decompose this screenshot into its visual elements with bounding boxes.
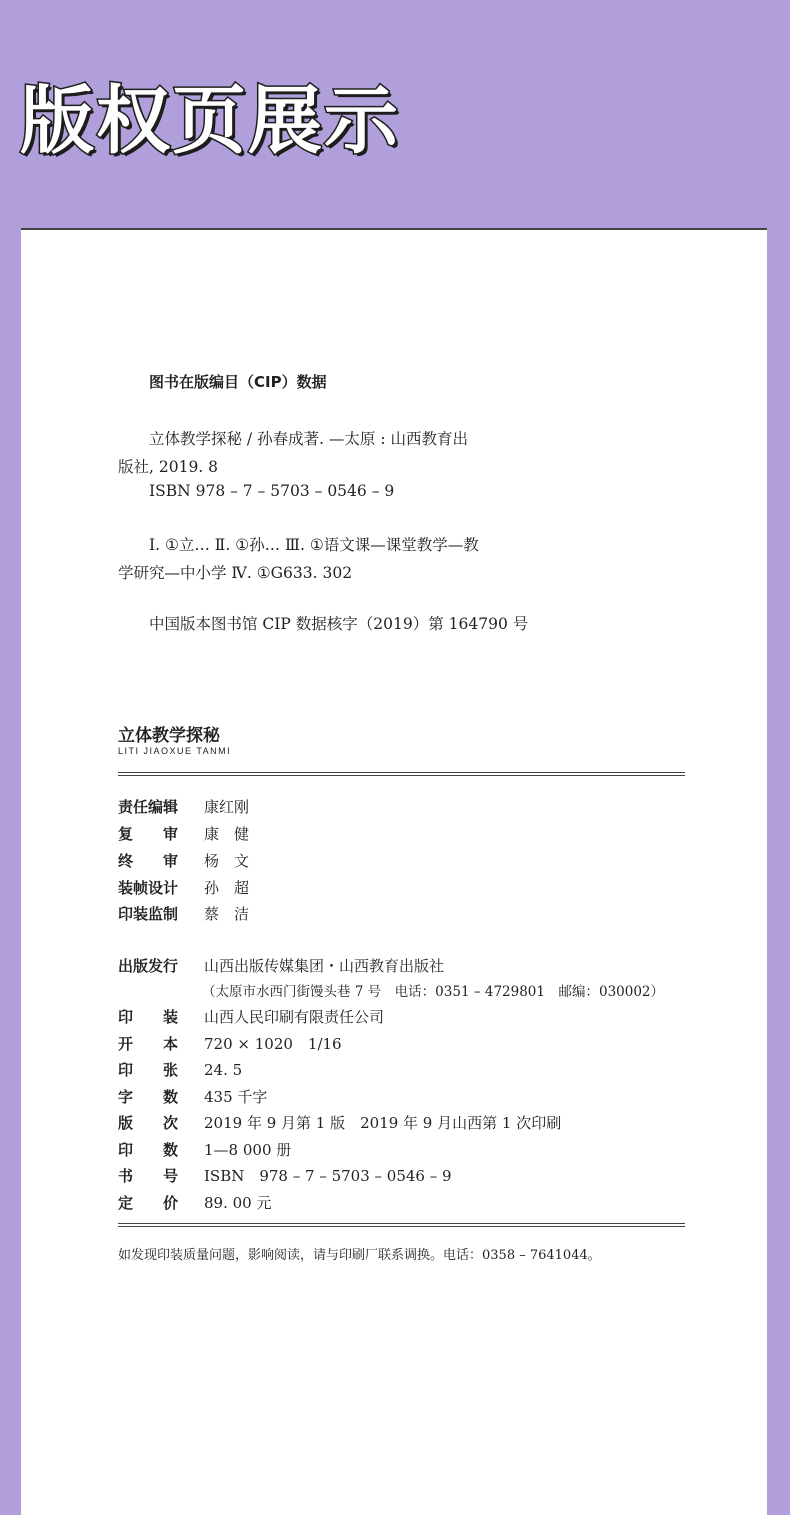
- cip-isbn: ISBN 978 – 7 – 5703 – 0546 – 9: [149, 482, 395, 500]
- credit-label: 责任编辑: [118, 798, 179, 816]
- credit-label: 印装监制: [118, 905, 179, 923]
- spec-value: 720 × 1020 1/16: [204, 1035, 342, 1053]
- publisher-address: （太原市水西门街馒头巷 7 号 电话：0351 – 4729801 邮编：030002）: [202, 984, 665, 1000]
- divider-bottom: [118, 1223, 685, 1227]
- credit-row: [118, 850, 249, 871]
- spec-value: 89. 00 元: [204, 1194, 272, 1212]
- cip-classification-2: 学研究—中小学 Ⅳ. ①G633. 302: [118, 564, 353, 582]
- spec-value: 435 千字: [204, 1088, 268, 1106]
- spec-label: 印 张: [118, 1061, 179, 1079]
- cip-heading: 图书在版编目（CIP）数据: [149, 373, 327, 391]
- book-title: 立体教学探秘: [118, 726, 220, 746]
- spec-value: ISBN 978 – 7 – 5703 – 0546 – 9: [204, 1167, 452, 1185]
- spec-label: 印 数: [118, 1141, 179, 1159]
- spec-row: [118, 1165, 452, 1186]
- credit-row: [118, 877, 249, 898]
- spec-row: [118, 1112, 561, 1133]
- cip-classification-1: Ⅰ. ①立… Ⅱ. ①孙… Ⅲ. ①语文课—课堂教学—教: [149, 536, 479, 554]
- footer-note: 如发现印装质量问题，影响阅读，请与印刷厂联系调换。电话：0358 – 7641044。: [118, 1248, 601, 1263]
- spec-label: 印 装: [118, 1008, 179, 1026]
- book-title-pinyin: LITI JIAOXUE TANMI: [118, 746, 232, 756]
- spec-value: 2019 年 9 月第 1 版 2019 年 9 月山西第 1 次印刷: [204, 1114, 562, 1132]
- cip-line-1: 立体教学探秘 / 孙春成著. —太原 : 山西教育出: [149, 430, 469, 448]
- credit-label: 终 审: [118, 852, 179, 870]
- publisher-row: [118, 955, 444, 976]
- spec-label: 字 数: [118, 1088, 179, 1106]
- credit-value: 杨 文: [204, 852, 250, 870]
- spec-label: 定 价: [118, 1194, 179, 1212]
- cip-line-2: 版社, 2019. 8: [118, 458, 219, 476]
- credit-label: 装帧设计: [118, 879, 179, 897]
- credit-value: 孙 超: [204, 879, 250, 897]
- spec-value: 山西人民印刷有限责任公司: [204, 1008, 385, 1026]
- copyright-page: [21, 228, 767, 1515]
- publisher-label: 出版发行: [118, 957, 179, 975]
- credit-row: [118, 903, 249, 924]
- spec-value: 1—8 000 册: [204, 1141, 292, 1159]
- spec-row: [118, 1033, 342, 1054]
- banner-title: 版权页展示: [20, 78, 400, 164]
- spec-row: [118, 1086, 267, 1107]
- credit-value: 康 健: [204, 825, 250, 843]
- cip-number: 中国版本图书馆 CIP 数据核字（2019）第 164790 号: [149, 615, 529, 633]
- credit-value: 康红刚: [204, 798, 250, 816]
- divider-top: [118, 772, 685, 776]
- publisher-value: 山西出版传媒集团・山西教育出版社: [204, 957, 445, 975]
- credit-row: [118, 796, 249, 817]
- spec-label: 开 本: [118, 1035, 179, 1053]
- spec-row: [118, 1139, 291, 1160]
- credit-label: 复 审: [118, 825, 179, 843]
- spec-row: [118, 1192, 271, 1213]
- spec-row: [118, 1006, 384, 1027]
- spec-row: [118, 1059, 242, 1080]
- spec-value: 24. 5: [204, 1061, 243, 1079]
- credit-row: [118, 823, 249, 844]
- spec-label: 版 次: [118, 1114, 179, 1132]
- credit-value: 蔡 洁: [204, 905, 250, 923]
- spec-label: 书 号: [118, 1167, 179, 1185]
